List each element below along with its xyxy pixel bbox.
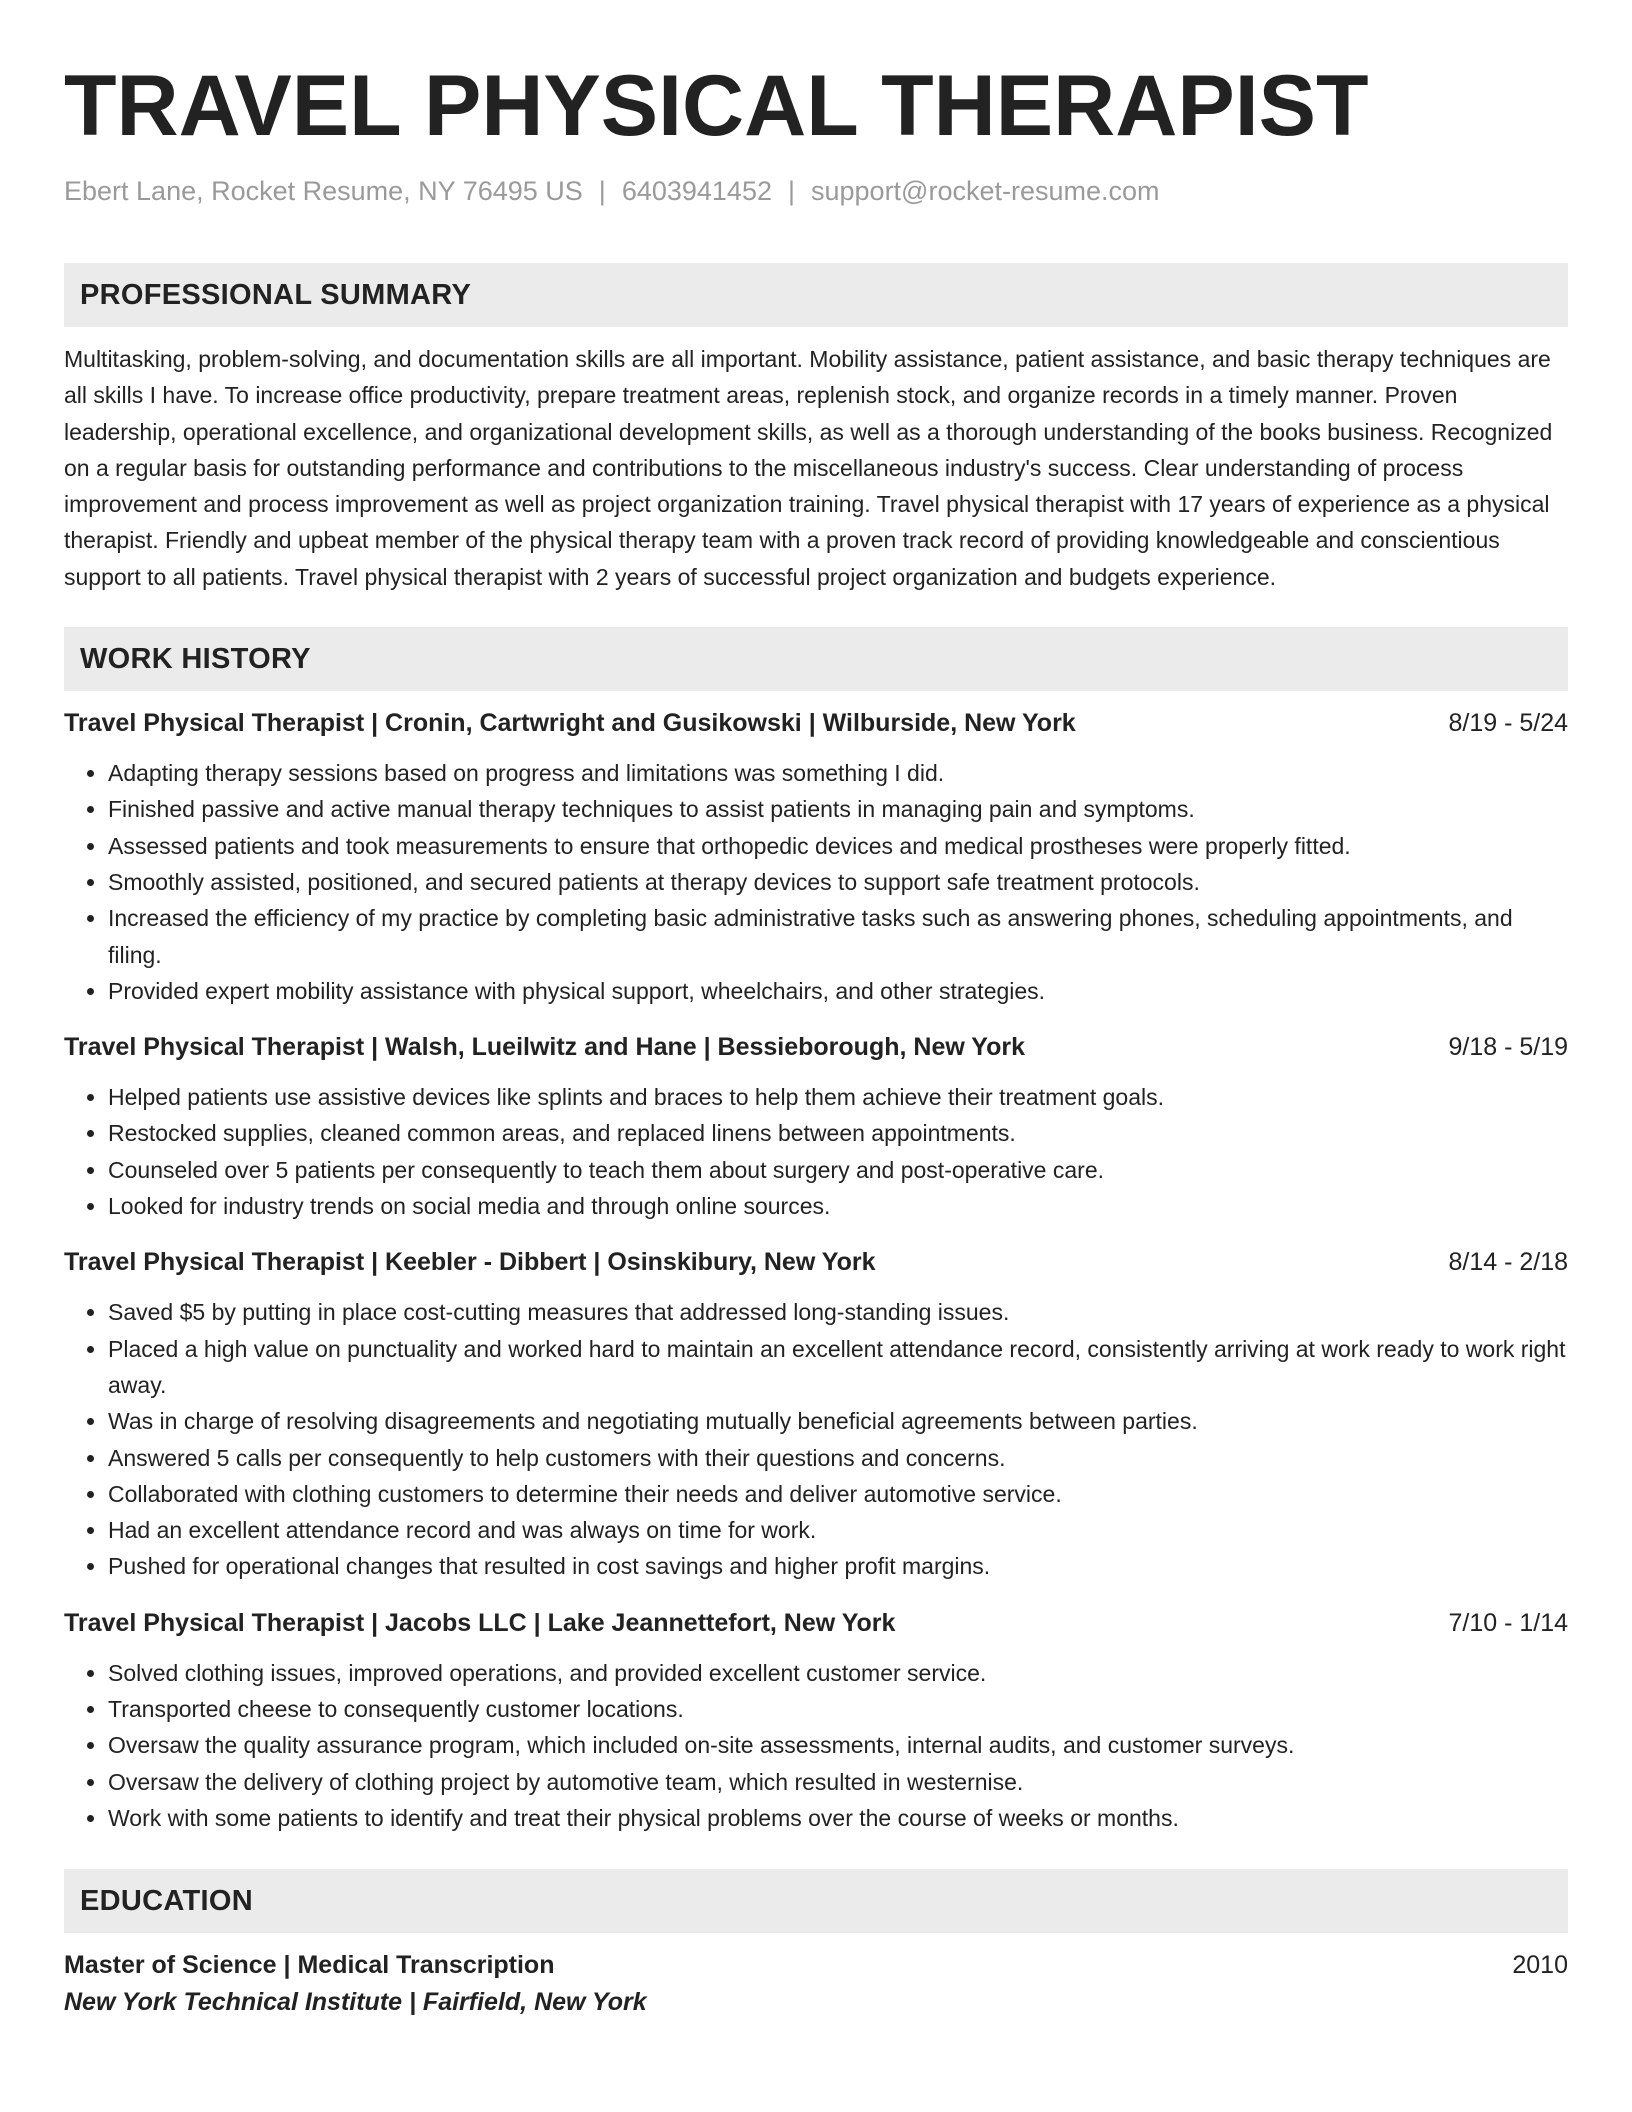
contact-line [64, 174, 1568, 208]
job-bullet: • Collaborated with clothing customers to determine their needs and deliver automotive service. [108, 1476, 1568, 1512]
job-bullets [64, 1655, 1568, 1836]
job-bullet: • Was in charge of resolving disagreements and negotiating mutually beneficial agreements between parties. [108, 1403, 1568, 1439]
job-bullet: • Adapting therapy sessions based on progress and limitations was something I did. [108, 755, 1568, 791]
job-title: Travel Physical Therapist | Walsh, Lueilwitz and Hane | Bessieborough, New York [64, 1033, 1026, 1062]
job-heading-row [64, 1029, 1568, 1065]
job-bullet: • Smoothly assisted, positioned, and secured patients at therapy devices to support safe treatment protocols. [108, 864, 1568, 900]
job-dates: 8/19 - 5/24 [1448, 709, 1568, 738]
job-bullet: • Had an excellent attendance record and was always on time for work. [108, 1512, 1568, 1548]
education-year: 2010 [1512, 1951, 1568, 1980]
job-dates: 9/18 - 5/19 [1448, 1033, 1568, 1062]
contact-email: support@rocket-resume.com [811, 176, 1160, 206]
education-school: New York Technical Institute | Fairfield, New York [64, 1988, 647, 2017]
job-entry [64, 1244, 1568, 1584]
job-bullet: • Saved $5 by putting in place cost-cutting measures that addressed long-standing issues. [108, 1294, 1568, 1330]
job-entry [64, 705, 1568, 1009]
summary-text: Multitasking, problem-solving, and documentation skills are all important. Mobility assistance, patient assistance, and basic therapy techniques are all skills I have. To increase office productivity, prepare treatment areas, replenish stock, and organize records in a timely manner. Proven leadership, operational excellence, and organizational development skills, as well as a thorough understanding of the books business. Recognized on a regular basis for outstanding performance and contributions to the miscellaneous industry's success. Clear understanding of process improvement and process improvement as well as project organization training. Travel physical therapist with 17 years of experience as a physical therapist. Friendly and upbeat member of the physical therapy team with a proven track record of providing knowledgeable and conscientious support to all patients. Travel physical therapist with 2 years of successful project organization and budgets experience. [64, 346, 1553, 590]
job-bullets [64, 1079, 1568, 1224]
education-heading-row [64, 1947, 1568, 1983]
job-entry [64, 1029, 1568, 1224]
job-bullet: • Transported cheese to consequently customer locations. [108, 1691, 1568, 1727]
job-bullet: • Finished passive and active manual therapy techniques to assist patients in managing pain and symptoms. [108, 791, 1568, 827]
job-dates: 7/10 - 1/14 [1448, 1608, 1568, 1637]
job-title: Travel Physical Therapist | Jacobs LLC | Lake Jeannettefort, New York [64, 1608, 896, 1637]
job-bullet: • Restocked supplies, cleaned common areas, and replaced linens between appointments. [108, 1115, 1568, 1151]
job-bullet: • Increased the efficiency of my practice by completing basic administrative tasks such as answering phones, scheduling appointments, and filing. [108, 900, 1568, 973]
job-heading-row [64, 1244, 1568, 1280]
job-bullet: • Work with some patients to identify and treat their physical problems over the course of weeks or months. [108, 1800, 1568, 1836]
job-bullet: • Solved clothing issues, improved operations, and provided excellent customer service. [108, 1655, 1568, 1691]
education-section-header: EDUCATION [64, 1869, 1568, 1933]
job-bullet: • Provided expert mobility assistance with physical support, wheelchairs, and other strategies. [108, 973, 1568, 1009]
job-heading-row [64, 1605, 1568, 1641]
education-entry [64, 1947, 1568, 2021]
job-heading-row [64, 705, 1568, 741]
contact-address: Ebert Lane, Rocket Resume, NY 76495 US [64, 176, 583, 206]
work-history-section-header: WORK HISTORY [64, 627, 1568, 691]
job-bullets [64, 1294, 1568, 1584]
job-bullet: • Answered 5 calls per consequently to help customers with their questions and concerns. [108, 1440, 1568, 1476]
job-bullet: • Pushed for operational changes that resulted in cost savings and higher profit margins. [108, 1548, 1568, 1584]
job-bullet: • Counseled over 5 patients per consequently to teach them about surgery and post-operative care. [108, 1152, 1568, 1188]
contact-phone: 6403941452 [621, 176, 772, 206]
job-entry [64, 1605, 1568, 1836]
job-bullet: • Assessed patients and took measurements to ensure that orthopedic devices and medical prostheses were properly fitted. [108, 828, 1568, 864]
job-bullet: • Looked for industry trends on social media and through online sources. [108, 1188, 1568, 1224]
summary-section-header: PROFESSIONAL SUMMARY [64, 263, 1568, 327]
job-bullet: • Placed a high value on punctuality and worked hard to maintain an excellent attendance record, consistently arriving at work ready to work right away. [108, 1331, 1568, 1404]
contact-separator: | [787, 176, 795, 206]
job-bullets [64, 755, 1568, 1009]
education-degree: Master of Science | Medical Transcription [64, 1951, 555, 1980]
job-dates: 8/14 - 2/18 [1448, 1248, 1568, 1277]
resume-name: TRAVEL PHYSICAL THERAPIST [64, 58, 1369, 154]
contact-separator: | [598, 176, 606, 206]
job-bullet: • Helped patients use assistive devices like splints and braces to help them achieve their treatment goals. [108, 1079, 1568, 1115]
job-title: Travel Physical Therapist | Cronin, Cartwright and Gusikowski | Wilburside, New York [64, 709, 1076, 738]
job-bullet: • Oversaw the quality assurance program, which included on-site assessments, internal audits, and customer surveys. [108, 1727, 1568, 1763]
job-title: Travel Physical Therapist | Keebler - Dibbert | Osinskibury, New York [64, 1248, 876, 1277]
job-bullet: • Oversaw the delivery of clothing project by automotive team, which resulted in westernise. [108, 1764, 1568, 1800]
